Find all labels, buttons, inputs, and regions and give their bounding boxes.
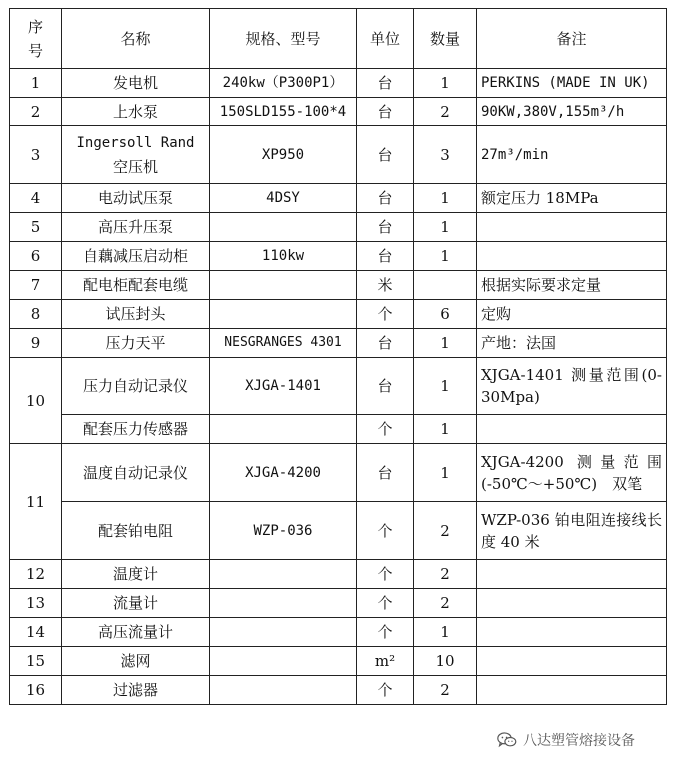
table-row [10,98,667,126]
cell-remark: 根据实际要求定量 [477,271,667,300]
cell-remark: 产地：法国 [477,329,667,358]
cell-spec: NESGRANGES 4301 [210,329,357,358]
cell-qty: 2 [414,502,477,560]
table-row [10,358,667,415]
wechat-icon [497,731,517,749]
cell-unit: 台 [357,329,414,358]
cell-spec [210,560,357,589]
cell-spec: XP950 [210,126,357,184]
cell-no: 9 [10,329,62,358]
table-row [10,502,667,560]
header-unit: 单位 [357,9,414,69]
cell-spec [210,618,357,647]
cell-remark: WZP-036 铂电阻连接线长度 40 米 [477,502,667,560]
cell-spec: XJGA-1401 [210,358,357,415]
cell-name: 电动试压泵 [62,184,210,213]
cell-remark [477,560,667,589]
cell-no: 7 [10,271,62,300]
cell-name: 流量计 [62,589,210,618]
cell-no: 2 [10,98,62,126]
cell-no: 15 [10,647,62,676]
cell-spec [210,271,357,300]
watermark [497,729,635,751]
cell-no: 14 [10,618,62,647]
cell-no: 13 [10,589,62,618]
cell-no: 8 [10,300,62,329]
cell-qty: 1 [414,444,477,502]
cell-qty: 2 [414,98,477,126]
cell-no: 4 [10,184,62,213]
cell-qty: 2 [414,589,477,618]
cell-name-line: 空压机 [112,158,158,176]
cell-remark: 90KW,380V,155m³/h [477,98,667,126]
cell-spec [210,676,357,705]
table-row [10,618,667,647]
cell-no: 6 [10,242,62,271]
cell-name: 过滤器 [62,676,210,705]
header-no: 序 号 [10,9,62,69]
cell-spec [210,213,357,242]
table-row [10,415,667,444]
cell-spec: 4DSY [210,184,357,213]
table-row [10,184,667,213]
cell-no: 11 [10,444,62,560]
cell-qty: 1 [414,415,477,444]
cell-remark [477,242,667,271]
cell-name: 发电机 [62,69,210,98]
cell-no: 1 [10,69,62,98]
cell-remark [477,589,667,618]
cell-remark [477,415,667,444]
cell-spec: XJGA-4200 [210,444,357,502]
cell-unit: 台 [357,444,414,502]
cell-spec: 240kw（P300P1） [210,69,357,98]
cell-unit: 台 [357,358,414,415]
cell-name: 压力天平 [62,329,210,358]
cell-spec [210,415,357,444]
cell-name: 配套压力传感器 [62,415,210,444]
cell-name: 配套铂电阻 [62,502,210,560]
cell-qty: 1 [414,69,477,98]
cell-qty: 1 [414,358,477,415]
cell-name: 上水泵 [62,98,210,126]
table-row [10,676,667,705]
cell-unit: 个 [357,502,414,560]
cell-qty: 2 [414,676,477,705]
cell-no: 3 [10,126,62,184]
cell-qty: 6 [414,300,477,329]
cell-remark [477,647,667,676]
cell-qty: 2 [414,560,477,589]
table-row [10,271,667,300]
cell-unit: 个 [357,560,414,589]
cell-remark [477,213,667,242]
cell-unit: 台 [357,126,414,184]
cell-unit: 台 [357,213,414,242]
cell-spec [210,647,357,676]
header-qty: 数量 [414,9,477,69]
table-row [10,300,667,329]
table-row [10,329,667,358]
table-row [10,647,667,676]
cell-unit: 台 [357,184,414,213]
cell-spec [210,589,357,618]
header-name: 名称 [62,9,210,69]
cell-unit: 台 [357,69,414,98]
cell-name: 配电柜配套电缆 [62,271,210,300]
table-row [10,560,667,589]
table-row [10,213,667,242]
header-spec: 规格、型号 [210,9,357,69]
cell-unit: 个 [357,618,414,647]
cell-qty: 1 [414,184,477,213]
cell-no: 10 [10,358,62,444]
cell-unit: 个 [357,589,414,618]
cell-unit: 个 [357,676,414,705]
table-row [10,242,667,271]
cell-name: 高压流量计 [62,618,210,647]
cell-spec: 150SLD155-100*4 [210,98,357,126]
table-row [10,69,667,98]
cell-remark: 27m³/min [477,126,667,184]
cell-no: 16 [10,676,62,705]
cell-remark: 额定压力 18MPa [477,184,667,213]
cell-spec: 110kw [210,242,357,271]
cell-name: 滤网 [62,647,210,676]
equipment-table [9,8,667,705]
cell-name [62,126,210,184]
table-row [10,589,667,618]
cell-unit: 个 [357,300,414,329]
cell-remark: 定购 [477,300,667,329]
table-row [10,444,667,502]
cell-remark: XJGA-4200 测量范围(-50℃～+50℃) 双笔 [477,444,667,502]
cell-qty: 1 [414,242,477,271]
cell-unit: m² [357,647,414,676]
cell-name: 压力自动记录仪 [62,358,210,415]
cell-spec [210,300,357,329]
cell-spec: WZP-036 [210,502,357,560]
cell-remark [477,618,667,647]
cell-qty: 10 [414,647,477,676]
cell-qty: 3 [414,126,477,184]
cell-name: 高压升压泵 [62,213,210,242]
cell-unit: 米 [357,271,414,300]
cell-unit: 个 [357,415,414,444]
cell-qty [414,271,477,300]
cell-remark: XJGA-1401 测量范围(0-30Mpa) [477,358,667,415]
table-header-row [10,9,667,69]
cell-name-line: Ingersoll Rand [76,135,195,151]
cell-name: 试压封头 [62,300,210,329]
cell-qty: 1 [414,618,477,647]
cell-name: 温度自动记录仪 [62,444,210,502]
cell-name: 温度计 [62,560,210,589]
cell-remark: PERKINS (MADE IN UK) [477,69,667,98]
cell-no: 12 [10,560,62,589]
watermark-text: 八达塑管熔接设备 [523,733,635,749]
cell-no: 5 [10,213,62,242]
cell-unit: 台 [357,242,414,271]
cell-remark [477,676,667,705]
cell-name: 自藕减压启动柜 [62,242,210,271]
cell-qty: 1 [414,213,477,242]
table-row [10,126,667,184]
cell-unit: 台 [357,98,414,126]
header-remark: 备注 [477,9,667,69]
cell-qty: 1 [414,329,477,358]
